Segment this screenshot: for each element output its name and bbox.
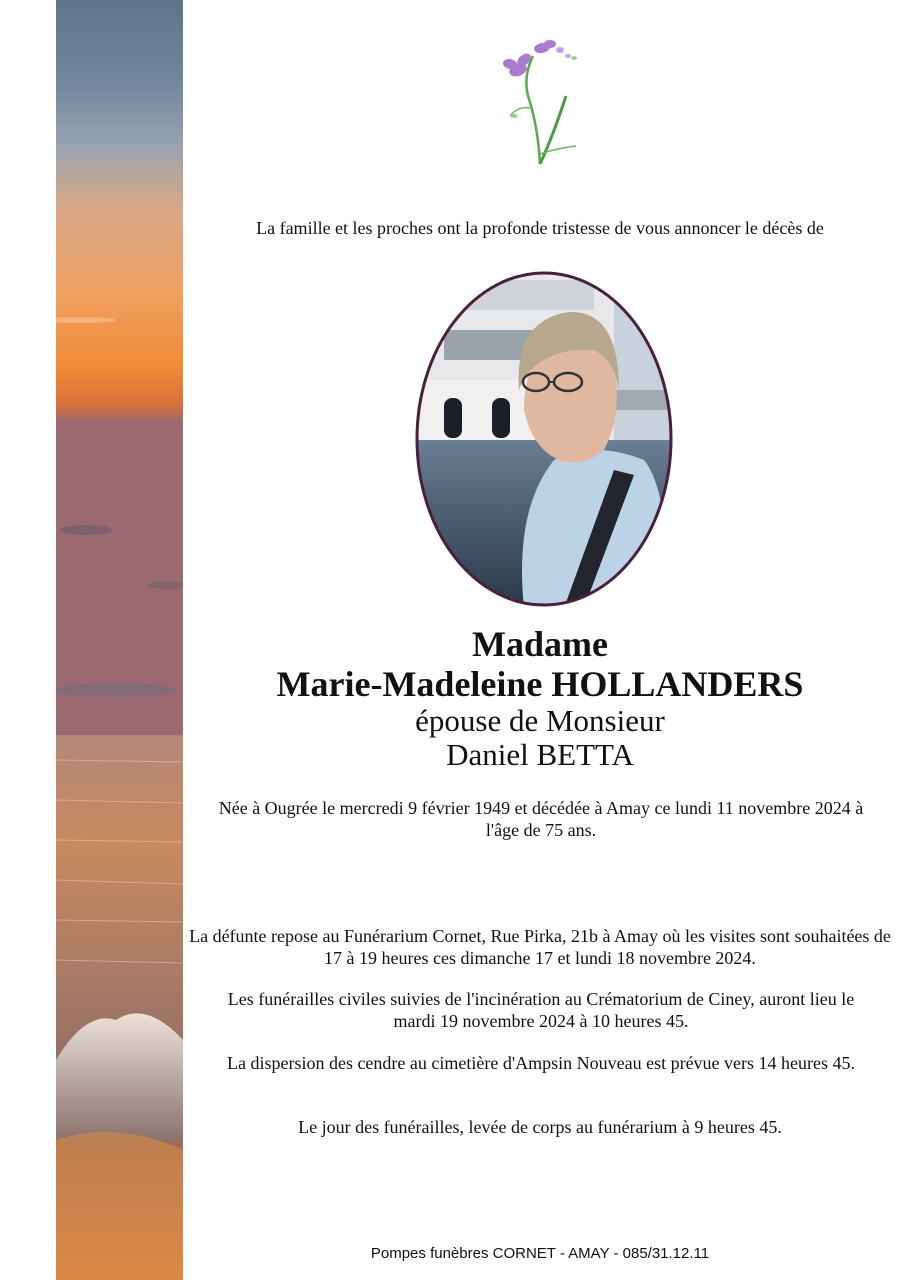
announcement-intro: La famille et les proches ont la profonde tristesse de vous annoncer le décès de	[256, 218, 824, 238]
portrait-photo	[414, 270, 674, 608]
deceased-name-block	[183, 624, 897, 772]
departure-details: Le jour des funérailles, levée de corps au funérarium à 9 heures 45.	[298, 1117, 782, 1137]
deceased-full-name: Marie-Madeleine HOLLANDERS	[276, 664, 804, 704]
honorific: Madame	[472, 624, 608, 664]
funeral-details: Les funérailles civiles suivies de l'incinération au Crématorium de Ciney, auront lieu le mardi 19 novembre 2024 à 10 heures 45.	[227, 989, 855, 1031]
sunset-sea-strip	[56, 0, 183, 1280]
sunset-sea-image	[56, 0, 183, 1280]
freesia-flower-icon	[498, 36, 588, 171]
spouse-name: Daniel BETTA	[446, 737, 634, 772]
spouse-relation: épouse de Monsieur	[415, 703, 665, 738]
dispersion-details: La dispersion des cendre au cimetière d'Ampsin Nouveau est prévue vers 14 heures 45.	[226, 1053, 856, 1073]
funeral-home-footer: Pompes funèbres CORNET - AMAY - 085/31.12.11	[370, 1245, 710, 1262]
birth-death-details: Née à Ougrée le mercredi 9 février 1949 et décédée à Amay ce lundi 11 novembre 2024 à l'âge de 75 ans.	[218, 798, 864, 840]
reposing-details: La défunte repose au Funérarium Cornet, Rue Pirka, 21b à Amay où les visites sont souhaitées de 17 à 19 heures ces dimanche 17 et lundi 18 novembre 2024.	[189, 926, 891, 968]
